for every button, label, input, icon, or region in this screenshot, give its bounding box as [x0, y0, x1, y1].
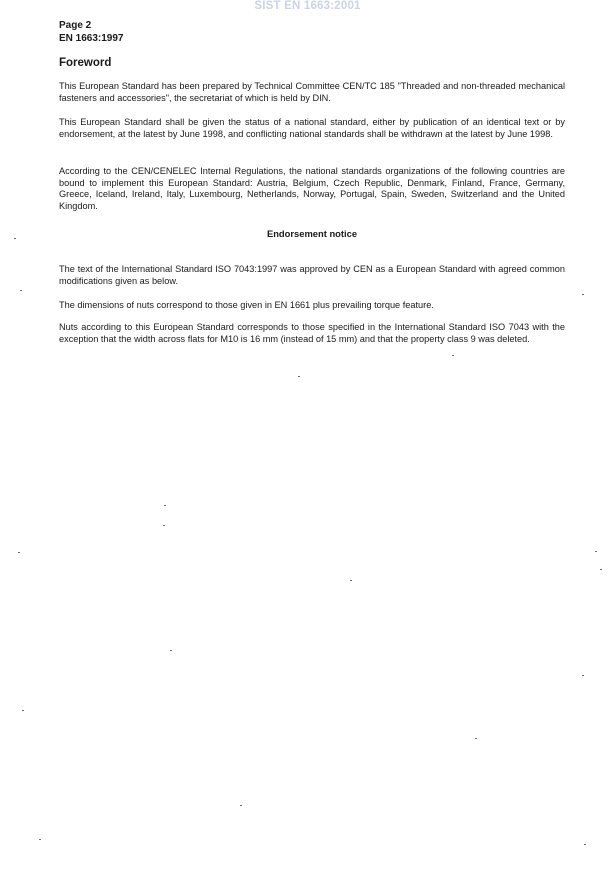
endorsement-notice-heading: Endorsement notice — [266, 228, 358, 239]
watermark-text: SIST EN 1663:2001 — [254, 0, 361, 12]
endorsement-paragraph-3: Nuts according to this European Standard corresponds to those specified in the International Standard ISO 7043 with the exception that the width across flats for M10 is 16 mm (instead of 15 mm) and that the property class 9 was deleted. — [59, 322, 565, 344]
speck — [14, 238, 16, 239]
speck — [600, 569, 602, 570]
speck — [240, 805, 242, 806]
speck — [164, 505, 166, 506]
speck — [18, 552, 20, 553]
speck — [475, 738, 477, 739]
speck — [22, 710, 24, 711]
endorsement-paragraph-1: The text of the International Standard ISO 7043:1997 was approved by CEN as a European Standard with agreed common modifications given as below. — [59, 264, 565, 286]
speck — [20, 290, 22, 291]
foreword-heading: Foreword — [59, 57, 112, 69]
speck — [350, 580, 352, 581]
speck — [582, 675, 584, 676]
foreword-paragraph-3: According to the CEN/CENELEC Internal Regulations, the national standards organizations of the following countries are bound to implement this European Standard: Austria, Belgium, Czech Republic, Denmark, Finland, France, Germany, Greece, Iceland, Ireland, Italy, Luxembourg, Netherlands, Norway, Portugal, Spain, Sweden, Switzerland and the United Kingdom. — [59, 166, 565, 211]
standard-number: EN 1663:1997 — [59, 32, 124, 44]
foreword-paragraph-1: This European Standard has been prepared by Technical Committee CEN/TC 185 "Threaded and non-threaded mechanical fasteners and accessories", the secretariat of which is held by DIN. — [59, 81, 565, 103]
speck — [170, 650, 172, 651]
foreword-paragraph-2: This European Standard shall be given the status of a national standard, either by publication of an identical text or by endorsement, at the latest by June 1998, and conflicting national standards shall be withdrawn at the latest by June 1998. — [59, 117, 565, 139]
page-header — [59, 20, 124, 45]
speck — [584, 844, 586, 845]
speck — [298, 376, 300, 377]
speck — [582, 294, 584, 295]
speck — [39, 839, 41, 840]
page-number: Page 2 — [59, 20, 92, 31]
speck — [595, 551, 597, 552]
speck — [452, 355, 454, 356]
speck — [163, 525, 165, 526]
endorsement-paragraph-2: The dimensions of nuts correspond to those given in EN 1661 plus prevailing torque feature. — [59, 300, 434, 310]
